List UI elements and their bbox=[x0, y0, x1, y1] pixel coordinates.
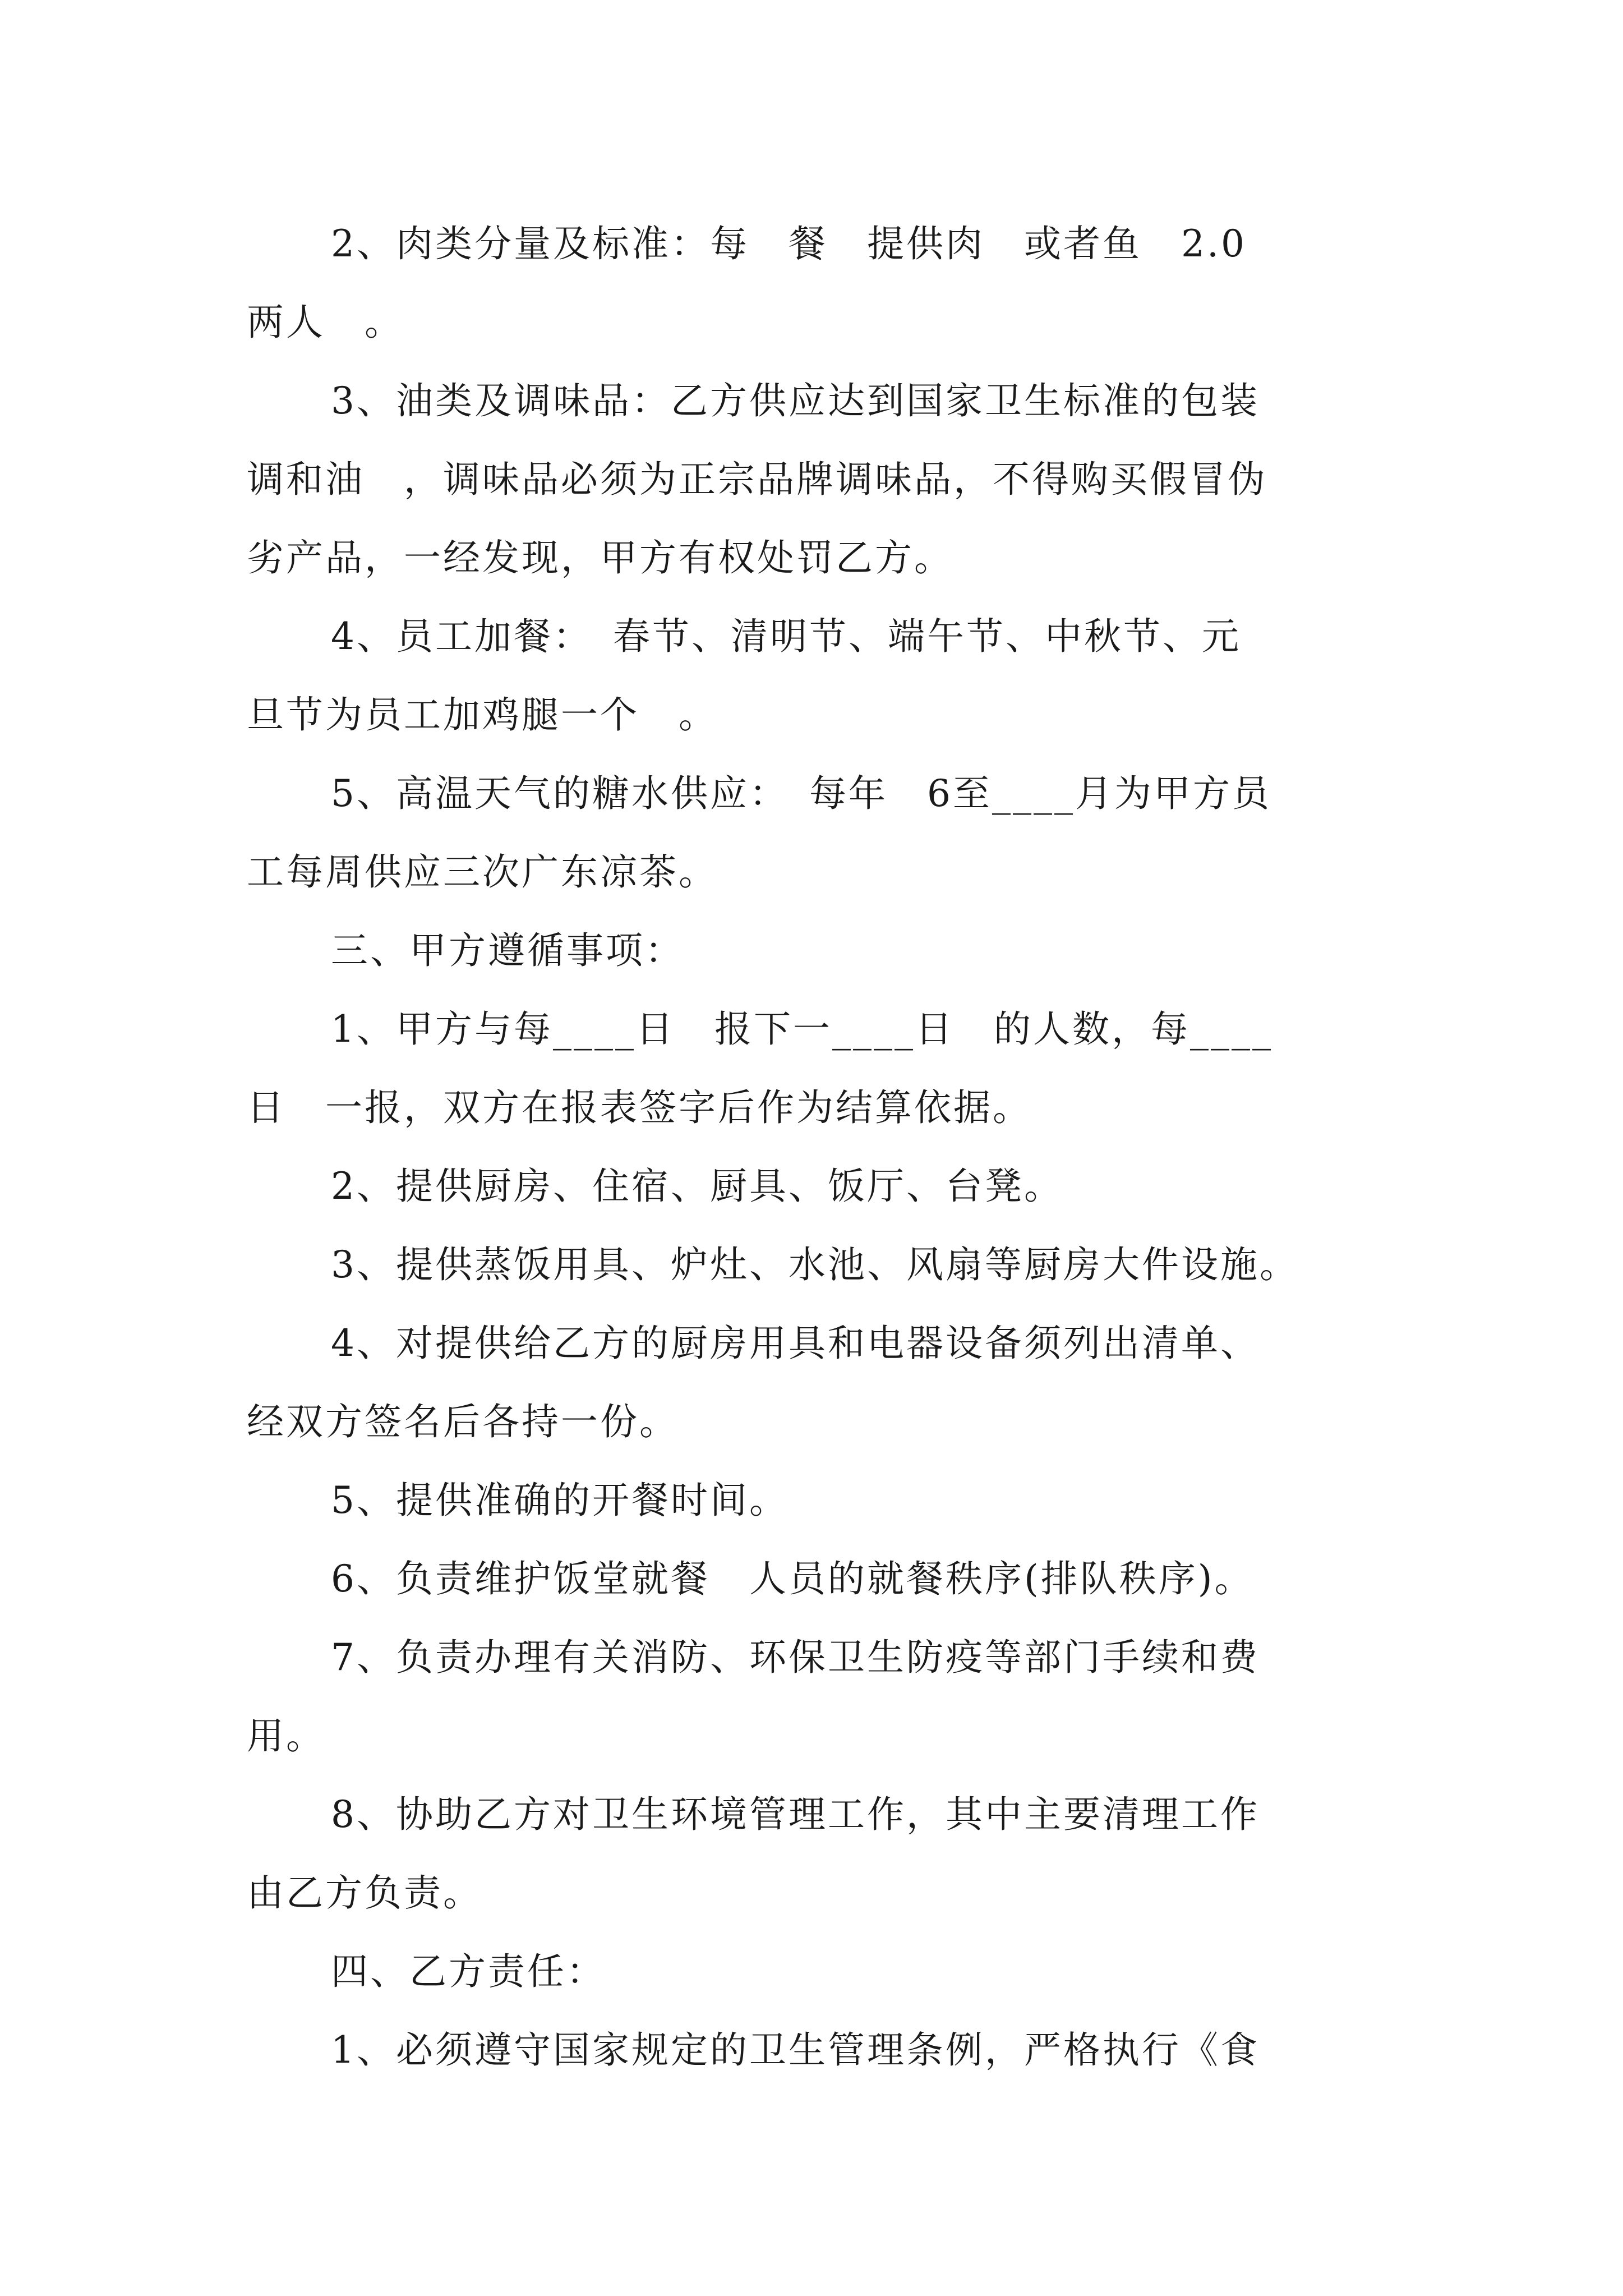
text-line-a8-hygiene: 8、协助乙方对卫生环境管理工作，其中主要清理工作 bbox=[331, 1793, 1260, 1836]
text-line-item3-oil: 3、油类及调味品：乙方供应达到国家卫生标准的包装 bbox=[331, 379, 1260, 422]
section-heading-party-a: 三、甲方遵循事项： bbox=[331, 929, 684, 972]
text-line-a1-cont: 日 一报，双方在报表签字后作为结算依据。 bbox=[247, 1086, 1032, 1129]
text-line-item4-extra-meal: 4、员工加餐： 春节、清明节、端午节、中秋节、元 bbox=[331, 615, 1241, 658]
text-line-item3-cont1: 调和油 ，调味品必须为正宗品牌调味品，不得购买假冒伪 bbox=[247, 458, 1267, 501]
text-line-a5-meal-time: 5、提供准确的开餐时间。 bbox=[331, 1479, 789, 1522]
text-line-item4-cont: 旦节为员工加鸡腿一个 。 bbox=[247, 693, 718, 737]
text-line-item2-meat-standard: 2、肉类分量及标准：每 餐 提供肉 或者鱼 2.0 bbox=[331, 222, 1247, 265]
text-line-item2-cont: 两人 。 bbox=[247, 301, 404, 344]
text-line-item5-cont: 工每周供应三次广东凉茶。 bbox=[247, 850, 718, 894]
section-heading-party-b: 四、乙方责任： bbox=[331, 1950, 606, 1993]
text-line-a4-cont: 经双方签名后各持一份。 bbox=[247, 1400, 679, 1443]
text-line-a6-order: 6、负责维护饭堂就餐 人员的就餐秩序(排队秩序)。 bbox=[331, 1557, 1254, 1600]
text-line-a4-equipment-list: 4、对提供给乙方的厨房用具和电器设备须列出清单、 bbox=[331, 1322, 1260, 1365]
text-line-a8-cont: 由乙方负责。 bbox=[247, 1871, 482, 1915]
text-line-b1-regulations: 1、必须遵守国家规定的卫生管理条例，严格执行《食 bbox=[331, 2028, 1260, 2072]
text-line-a3-facilities: 3、提供蒸饭用具、炉灶、水池、风扇等厨房大件设施。 bbox=[331, 1243, 1299, 1286]
text-line-item3-cont2: 劣产品，一经发现，甲方有权处罚乙方。 bbox=[247, 536, 953, 579]
text-line-item5-sugar-water: 5、高温天气的糖水供应： 每年 6至____月为甲方员 bbox=[331, 772, 1271, 815]
text-line-a7-permits: 7、负责办理有关消防、环保卫生防疫等部门手续和费 bbox=[331, 1636, 1260, 1679]
text-line-a1-headcount: 1、甲方与每____日 报下一____日 的人数，每____ bbox=[331, 1007, 1273, 1051]
text-line-a2-kitchen: 2、提供厨房、住宿、厨具、饭厅、台凳。 bbox=[331, 1165, 1063, 1208]
text-line-a7-cont: 用。 bbox=[247, 1714, 325, 1757]
